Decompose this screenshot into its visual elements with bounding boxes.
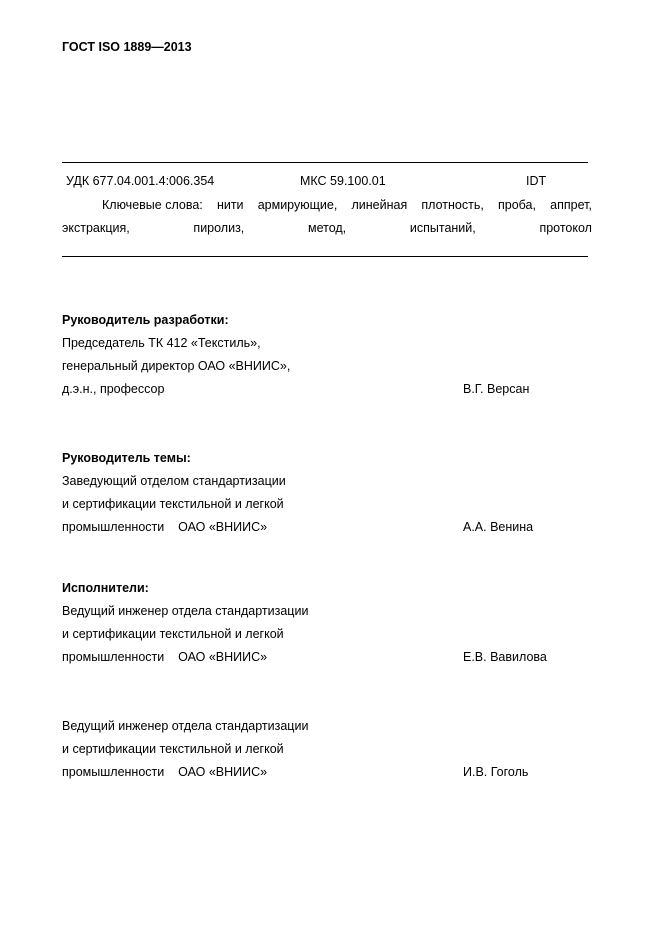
position-line: и сертификации текстильной и легкой (62, 742, 284, 756)
keywords-lead: Ключевые слова: (102, 198, 203, 212)
keyword: экстракция, (62, 221, 130, 235)
position-line: Ведущий инженер отдела стандартизации (62, 604, 309, 618)
section-heading: Исполнители: (62, 581, 149, 595)
keyword: пиролиз, (193, 221, 245, 235)
top-rule (62, 162, 588, 163)
position-line: промышленности ОАО «ВНИИС» (62, 650, 268, 664)
keyword: проба, (498, 198, 536, 212)
position-line: промышленности ОАО «ВНИИС» (62, 520, 268, 534)
keyword: испытаний, (409, 221, 476, 235)
position-line: Председатель ТК 412 «Текстиль», (62, 336, 261, 350)
position-line: д.э.н., профессор (62, 382, 165, 396)
section-heading: Руководитель разработки: (62, 313, 229, 327)
document-code: ГОСТ ISO 1889—2013 (62, 40, 192, 54)
keyword: линейная (351, 198, 408, 212)
udk-code: УДК 677.04.001.4:006.354 (66, 174, 215, 188)
position-line: Ведущий инженер отдела стандартизации (62, 719, 309, 733)
signatory-name: И.В. Гоголь (463, 765, 529, 779)
keyword: аппрет, (550, 198, 592, 212)
bottom-rule (62, 256, 588, 257)
keywords-line-1 (102, 198, 592, 212)
position-line: промышленности ОАО «ВНИИС» (62, 765, 268, 779)
keyword: армирующие, (257, 198, 338, 212)
position-line: Заведующий отделом стандартизации (62, 474, 286, 488)
idt-label: IDT (526, 174, 547, 188)
keyword: нити (216, 198, 244, 212)
section-heading: Руководитель темы: (62, 451, 191, 465)
keywords-line-2 (62, 221, 592, 235)
signatory-name: В.Г. Версан (463, 382, 530, 396)
keyword: плотность, (421, 198, 484, 212)
position-line: и сертификации текстильной и легкой (62, 627, 284, 641)
keyword: протокол (539, 221, 592, 235)
position-line: и сертификации текстильной и легкой (62, 497, 284, 511)
keyword: метод, (308, 221, 347, 235)
signatory-name: А.А. Венина (463, 520, 534, 534)
position-line: генеральный директор ОАО «ВНИИС», (62, 359, 291, 373)
mks-code: МКС 59.100.01 (300, 174, 386, 188)
signatory-name: Е.В. Вавилова (463, 650, 547, 664)
